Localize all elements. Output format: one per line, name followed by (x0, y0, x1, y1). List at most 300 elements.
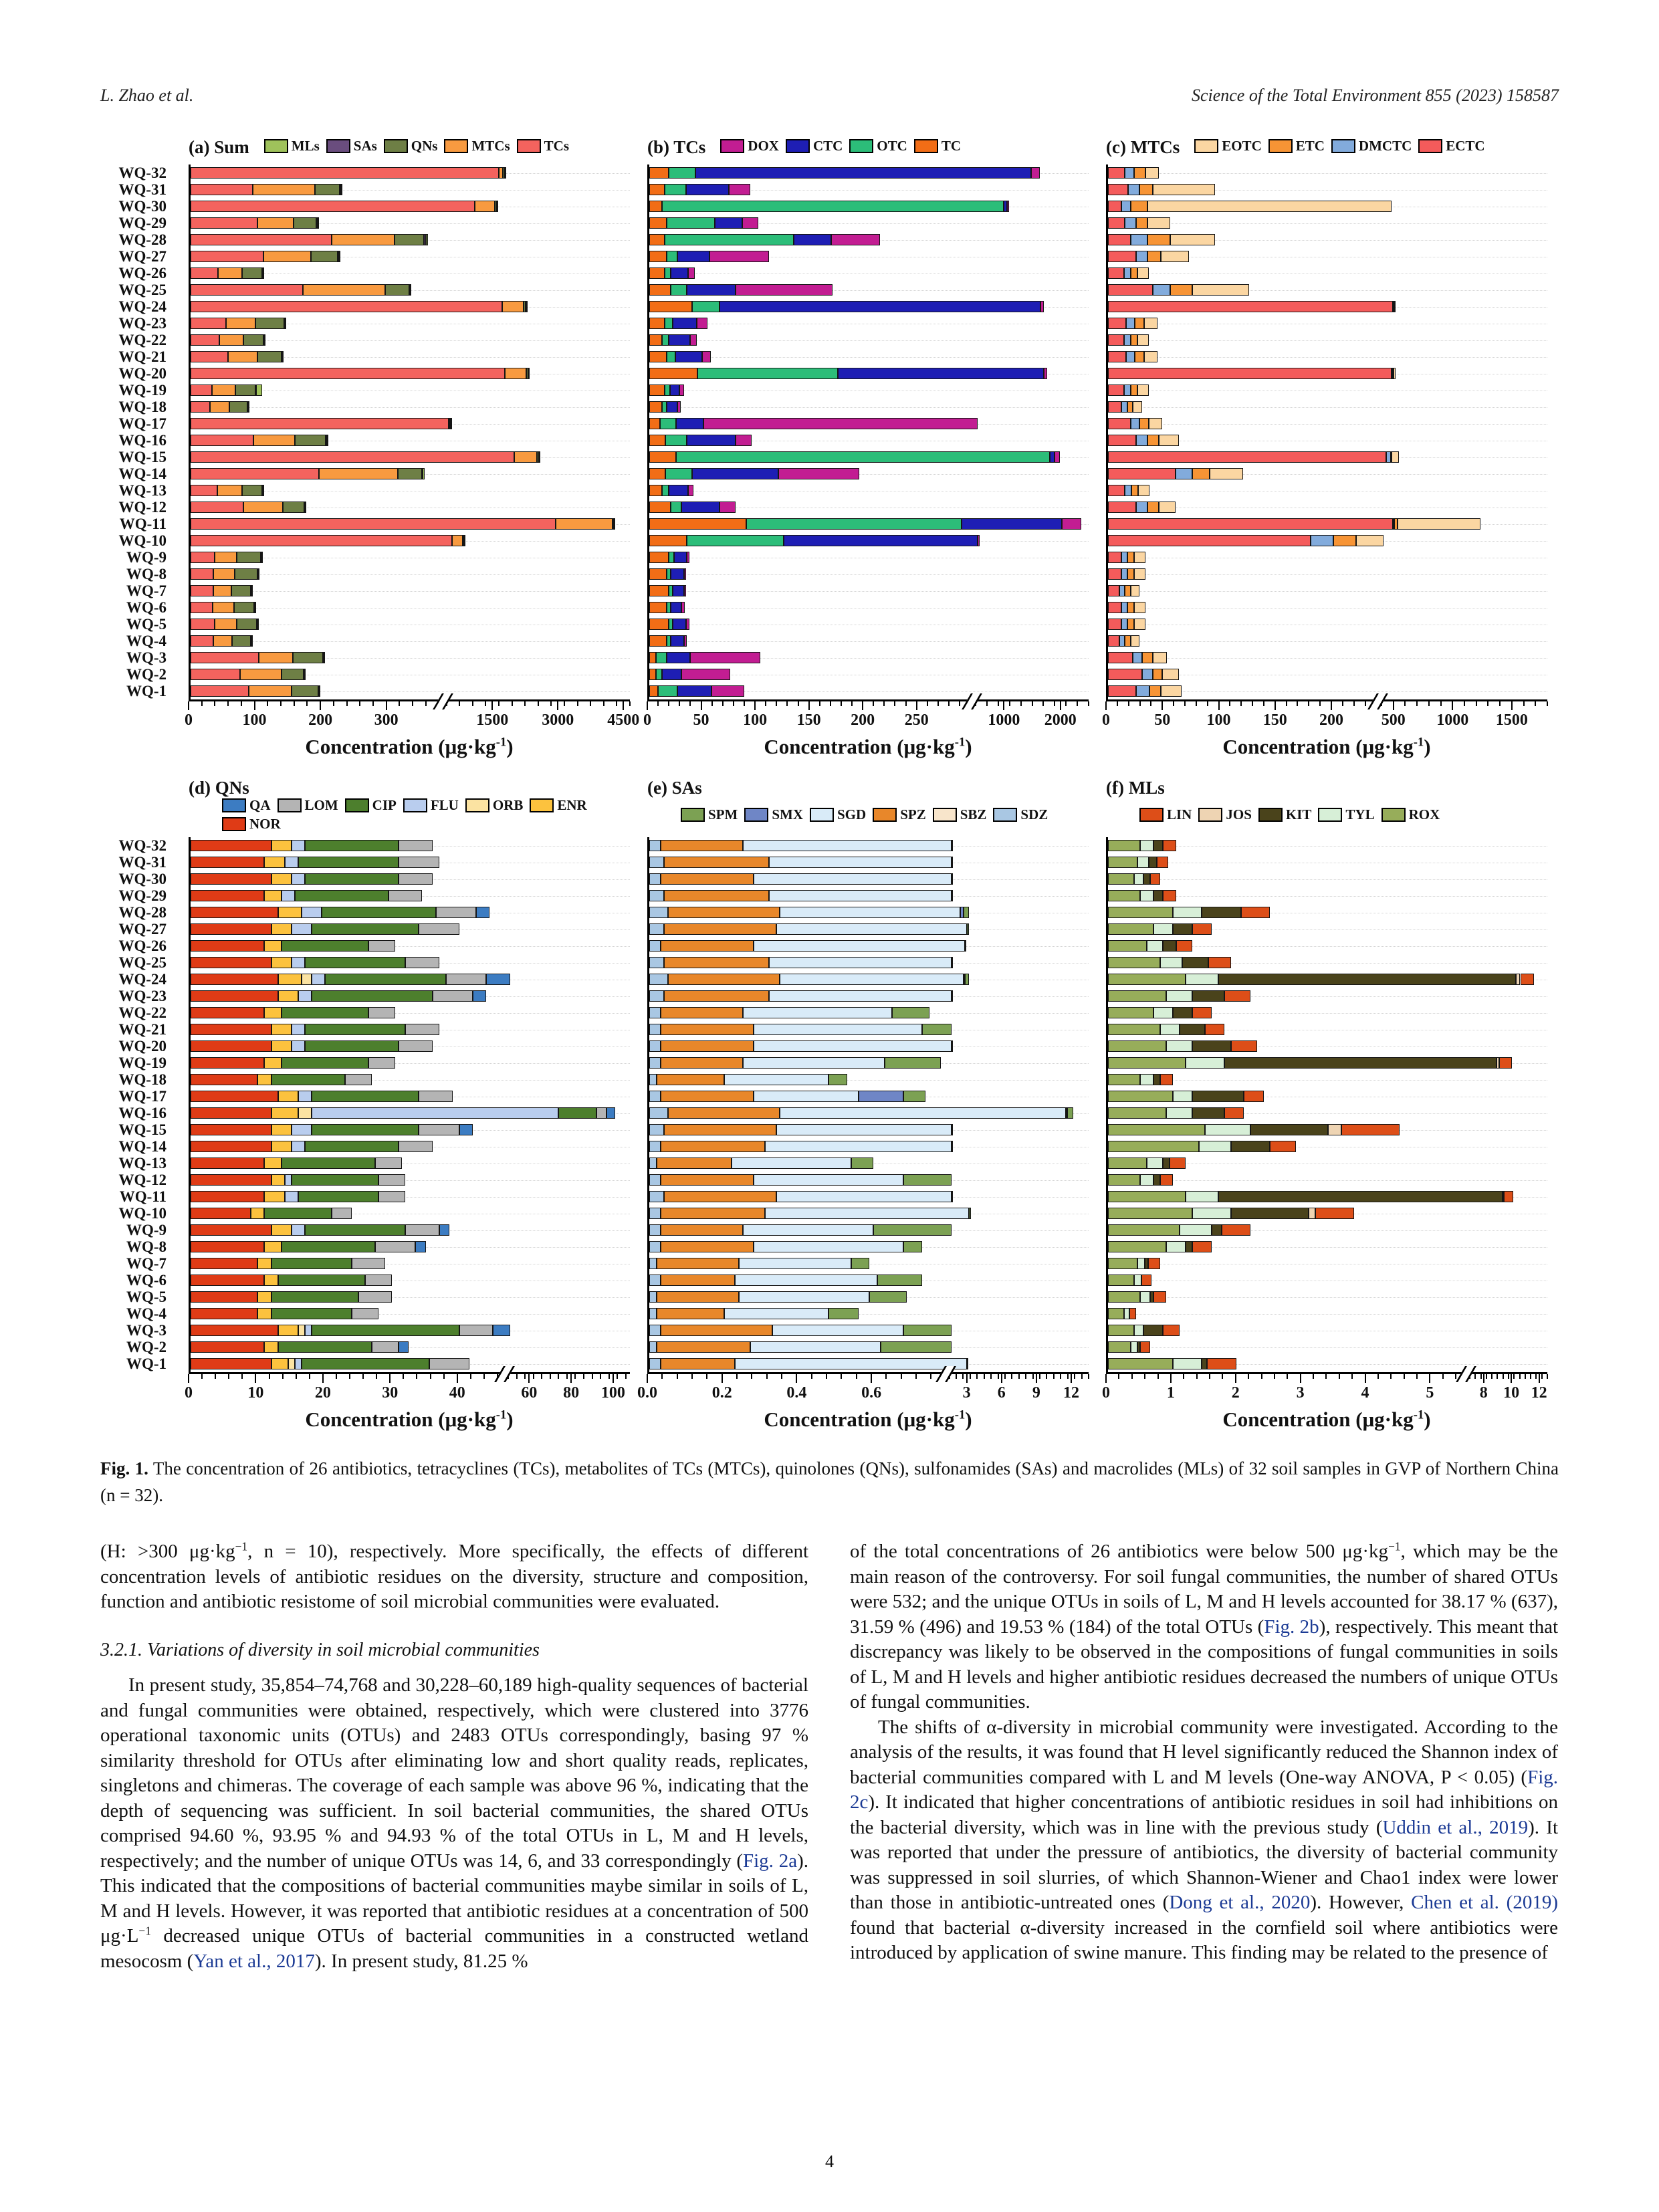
bar-segment-SPM (922, 1024, 952, 1035)
bar-segment-ENR (264, 940, 281, 952)
bar-segment-SPZ (657, 1341, 750, 1353)
bar-segment-TYL (1160, 957, 1183, 968)
bar-segment-CTC (667, 401, 677, 413)
bar-segment-OTC (669, 167, 695, 179)
bar-segment-ECTC (1108, 217, 1125, 229)
legend-swatch-FLU (403, 798, 427, 812)
bar-segment-ECTC (1108, 351, 1126, 362)
axis-minor-tick (894, 701, 895, 706)
bar-segment-QNs (243, 334, 264, 346)
axis-minor-tick (512, 701, 513, 706)
legend-label: QA (249, 797, 271, 813)
legend-label: EOTC (1222, 138, 1262, 154)
body-text (100, 1539, 1559, 1974)
bar-segment-SPM (881, 1341, 951, 1353)
sample-label: WQ-31 (118, 854, 167, 871)
bar-segment-TYL (1134, 1325, 1144, 1336)
text-run: decreased unique OTUs of bacterial communities in a constructed wetland mesocosm ( (100, 1925, 808, 1972)
citation-link[interactable]: Fig. 2c (850, 1766, 1558, 1813)
bar-segment-CTC (784, 535, 978, 546)
bar-segment-EOTC (1131, 635, 1139, 647)
sample-label: WQ-6 (126, 599, 167, 616)
bar-segment-SGD (754, 1040, 951, 1052)
chart-panel-mls (1102, 773, 1547, 1442)
bar-segment-NOR (191, 1291, 257, 1303)
bar-segment-CTC (677, 685, 712, 697)
axis-tick (1452, 701, 1453, 710)
axis-minor-tick (1196, 701, 1197, 706)
chart-panel-mtcs (1102, 130, 1547, 769)
bar-segment-LOM (345, 1074, 372, 1085)
axis-minor-tick (1067, 1374, 1069, 1379)
row-gridline (191, 407, 630, 408)
bar-segment-NOR (191, 873, 271, 885)
axis-minor-tick (776, 701, 777, 706)
bar-segment-ROX (1108, 1325, 1134, 1336)
axis-minor-tick (228, 1374, 229, 1379)
bar-segment-ROX (1108, 1157, 1147, 1169)
bar-segment-TYL (1199, 1141, 1231, 1152)
bar-segment-LOM (358, 1291, 392, 1303)
axis-minor-tick (603, 701, 604, 706)
bar-segment-KIT (1163, 1157, 1170, 1169)
bar-segment-DMCTC (1119, 585, 1125, 596)
bar-segment-SDZ (649, 923, 664, 935)
bar-segment-EOTC (1144, 318, 1157, 329)
axis-minor-tick (349, 1374, 350, 1379)
sample-label: WQ-23 (118, 988, 167, 1004)
axis-minor-tick (430, 1374, 431, 1379)
axis-minor-tick (1065, 701, 1067, 706)
bar-segment-DMCTC (1136, 502, 1147, 513)
bar-segment-SPM (903, 1174, 952, 1186)
bar-segment-FLU (285, 1174, 292, 1186)
bar-segment-EOTC (1394, 368, 1395, 379)
bar-segment-SGD (776, 923, 967, 935)
legend-label: CIP (372, 797, 397, 813)
bar-segment-ETC (1147, 502, 1159, 513)
axis-tick (255, 1374, 256, 1383)
axis-tick (1001, 1374, 1002, 1383)
bar-segment-SDZ (649, 1341, 657, 1353)
bar-segment-ROX (1108, 923, 1153, 935)
axis-tick (1331, 701, 1332, 710)
axis-minor-tick (830, 701, 831, 706)
bar-segment-CTC (687, 284, 735, 296)
axis-minor-tick (214, 701, 215, 706)
bar-segment-SDZ (649, 840, 661, 851)
axis-minor-tick (905, 701, 907, 706)
bar-segment-SGD (724, 1074, 828, 1085)
bar-segment-MLs (539, 451, 540, 463)
bar-segment-QNs (232, 635, 251, 647)
axis-title-superscript: -1 (495, 1408, 507, 1422)
bar-segment-NOR (191, 1224, 271, 1236)
bar-segment-SDZ (649, 974, 668, 985)
axis-minor-tick (976, 1374, 978, 1379)
sample-label: WQ-26 (118, 265, 167, 282)
bar-segment-SGD (732, 1157, 851, 1169)
axis-minor-tick (336, 1374, 337, 1379)
bar-segment-ROX (1108, 1024, 1160, 1035)
bar-segment-FLU (295, 1358, 302, 1369)
bar-segment-LOM (368, 1057, 395, 1069)
bar-segment-MLs (324, 652, 325, 663)
bar-segment-CTC (675, 351, 702, 362)
bar-segment-ENR (271, 1107, 298, 1119)
axis-minor-tick (1308, 701, 1309, 706)
bar-segment-ECTC (1108, 167, 1125, 179)
bar-segment-TCs (191, 284, 303, 296)
bar-segment-EOTC (1170, 234, 1215, 245)
panel-title-row (647, 773, 1089, 802)
text-run: The shifts of α-diversity in microbial community were investigated. According to the analysis of the results, it was found that H level significantly reduced the Shannon index of bacterial communities compared with L and M levels (One-way ANOVA, P < 0.05) ( (850, 1716, 1558, 1788)
sample-label: WQ-16 (118, 432, 167, 449)
bar-segment-CTC (670, 384, 679, 396)
bar-segment-TC (649, 401, 662, 413)
bar-segment-MLs (319, 685, 320, 697)
axis-minor-tick (883, 701, 885, 706)
bar-segment-ENR (264, 1241, 281, 1252)
bar-segment-NOR (191, 1057, 264, 1069)
bar-segment-DMCTC (1121, 602, 1127, 613)
legend-swatch-ETC (1268, 139, 1293, 153)
bar-segment-EOTC (1137, 384, 1149, 396)
bar-segment-MTCs (240, 669, 282, 680)
bar-segment-EOTC (1161, 251, 1189, 262)
text-run: ), respectively. This meant that discrepancy was likely to be observed in the compositions of fungal communities in soils of L, M and H levels and higher antibiotic residues decreased the numbers of unique OTUs of fungal communities. (850, 1616, 1558, 1712)
bar-segment-MLs (526, 301, 528, 312)
legend-swatch-DMCTC (1331, 139, 1355, 153)
bar-segment-DMCTC (1121, 619, 1127, 630)
bar-segment-KIT (1192, 1040, 1231, 1052)
axis-minor-tick (1365, 701, 1366, 706)
axis-minor-tick (1042, 701, 1044, 706)
bar-segment-SPM (873, 1224, 952, 1236)
axis-minor-tick (524, 701, 526, 706)
bar-segment-CIP (282, 1007, 369, 1018)
bar-segment-DOX (684, 568, 686, 580)
sample-label: WQ-23 (118, 315, 167, 332)
bar-segment-NOR (191, 1174, 271, 1186)
bar-segment-ROX (1108, 1241, 1166, 1252)
citation-link[interactable]: Uddin et al., 2019 (1382, 1816, 1529, 1838)
axis-tick (1036, 1374, 1037, 1383)
bar-segment-QNs (292, 685, 318, 697)
bar-segment-DOX (736, 284, 833, 296)
bar-segment-MTCs (505, 368, 527, 379)
sample-label: WQ-8 (126, 1238, 167, 1255)
bar-segment-KIT (1180, 1024, 1206, 1035)
bar-segment-TYL (1160, 1024, 1180, 1035)
bar-segment-SPZ (668, 907, 780, 918)
bar-segment-SPZ (661, 1241, 754, 1252)
panel-title: (e) SAs (647, 777, 702, 798)
axis-minor-tick (333, 701, 334, 706)
row-gridline (649, 608, 1089, 609)
axis-minor-tick (1131, 1374, 1133, 1379)
axis-minor-tick (538, 701, 539, 706)
bar-segment-LOM (368, 940, 395, 952)
axis-minor-tick (425, 701, 427, 706)
bar-segment-FLU (292, 873, 305, 885)
bar-segment-NOR (191, 1275, 264, 1286)
bar-segment-KIT (1153, 840, 1164, 851)
axis-minor-tick (1440, 701, 1442, 706)
bar-segment-FLU (292, 957, 305, 968)
legend-item (444, 138, 510, 154)
bar-segment-ENR (271, 873, 292, 885)
citation-link[interactable]: Dong et al., 2020 (1169, 1892, 1311, 1913)
bar-segment-NOR (191, 857, 264, 868)
bar-segment-DOX (684, 585, 686, 596)
bar-segment-DMCTC (1133, 652, 1141, 663)
axis-minor-tick (1054, 701, 1055, 706)
legend-swatch-CIP (345, 798, 369, 812)
legend-label: DOX (748, 138, 779, 154)
axis-minor-tick (280, 701, 282, 706)
citation-link[interactable]: Fig. 2a (743, 1850, 798, 1872)
bar-segment-CTC (673, 585, 683, 596)
axis-tick-label: 150 (796, 711, 821, 729)
legend-label: SDZ (1020, 806, 1048, 822)
axis-tick (1060, 701, 1061, 710)
bar-segment-ROX (1108, 1191, 1186, 1202)
bar-segment-KIT (1153, 890, 1164, 901)
bar-segment-QNs (395, 234, 424, 245)
bar-segment-LIN (1157, 857, 1168, 868)
axis-title-text: Concentration (μg·kg (1222, 1408, 1414, 1431)
bar-segment-SGD (743, 840, 952, 851)
bar-segment-LIN (1205, 1024, 1224, 1035)
bar-segment-ROX (1108, 1358, 1173, 1369)
superscript-text: −1 (235, 1539, 248, 1553)
axis-tick-label: 200 (851, 711, 875, 729)
bar-segment-SPZ (657, 1291, 739, 1303)
axis-minor-tick (1416, 701, 1418, 706)
bar-segment-LOM (352, 1258, 385, 1269)
bar-segment-ENR (257, 1074, 271, 1085)
bar-segment-SPZ (657, 1157, 732, 1169)
plot-area (1106, 837, 1547, 1372)
bar-segment-QNs (295, 435, 326, 446)
legend-item (326, 138, 377, 154)
sample-axis-labels (100, 164, 171, 699)
axis-minor-tick (1286, 701, 1287, 706)
bar-segment-TYL (1192, 1208, 1231, 1219)
bar-segment-TC (649, 267, 665, 279)
axis-minor-tick (679, 701, 680, 706)
bar-segment-ENR (278, 1091, 298, 1102)
bar-segment-MTCs (215, 552, 237, 563)
bar-segment-EOTC (1192, 284, 1248, 296)
bar-segment-QNs (311, 251, 337, 262)
bar-segment-CIP (312, 923, 419, 935)
axis-tick-label: 2 (1231, 1384, 1240, 1402)
axis-title-close: ) (1424, 735, 1431, 758)
bar-segment-DOX (697, 318, 707, 329)
axis-title-text: Concentration (μg·kg (1222, 735, 1414, 758)
bar-segment-DMCTC (1126, 318, 1135, 329)
bar-segment-MTCs (332, 234, 395, 245)
bar-segment-TCs (191, 669, 240, 680)
bar-segment-NOR (191, 1341, 264, 1353)
bar-segment-QNs (231, 585, 251, 596)
bar-segment-SPZ (661, 1141, 765, 1152)
axis-tick (862, 701, 863, 710)
bar-segment-TCs (191, 418, 449, 429)
axis-tick-label: 5 (1426, 1384, 1434, 1402)
bar-segment-ECTC (1108, 468, 1176, 479)
plot-area (189, 164, 630, 699)
bar-segment-CTC (962, 518, 1062, 530)
bar-segment-SPZ (657, 1258, 739, 1269)
bar-segment-SPM (952, 957, 953, 968)
bar-segment-TYL (1173, 907, 1202, 918)
bar-segment-SDZ (649, 1291, 657, 1303)
bar-segment-SPM (903, 1241, 922, 1252)
bar-segment-SPZ (664, 1191, 776, 1202)
bar-segment-SPM (903, 1325, 952, 1336)
x-axis (185, 1372, 630, 1442)
axis-minor-tick (811, 1374, 812, 1379)
citation-link[interactable]: Chen et al. (2019) (1411, 1892, 1558, 1913)
text-run: , which may be the main reason of the controversy. For soil fungal communities, the number of shared OTUs were 532; and the unique OTUs in soils of L, M and H levels accounted for 38.17 % (637), 31.59 % (496) and 19.53 % (184) of the total OTUs ( (850, 1541, 1559, 1638)
axis-tick-label: 0 (1102, 711, 1110, 729)
bar-segment-ETC (1147, 251, 1161, 262)
axis-minor-tick (1229, 701, 1230, 706)
bar-segment-DMCTC (1131, 418, 1139, 429)
bar-segment-QNs (229, 401, 247, 413)
bar-segment-TYL (1147, 940, 1163, 952)
legend-item (744, 806, 803, 823)
bar-segment-NOR (191, 1007, 264, 1018)
plot-area (647, 164, 1089, 699)
bar-segment-OTC (665, 234, 794, 245)
bar-segment-LIN (1499, 1057, 1512, 1069)
bar-segment-DOX (742, 217, 758, 229)
axis-minor-tick (1416, 1374, 1418, 1379)
bar-segment-FLU (285, 1191, 298, 1202)
axis-minor-tick (1046, 1374, 1047, 1379)
bar-segment-ECTC (1108, 284, 1153, 296)
row-gridline (191, 591, 630, 592)
axis-minor-tick (1377, 1374, 1379, 1379)
sample-label: WQ-20 (118, 1038, 167, 1055)
bar-segment-MLs (464, 535, 465, 546)
axis-tick-label: 40 (449, 1384, 465, 1402)
bar-segment-LOM (436, 907, 476, 918)
sample-label: WQ-6 (126, 1272, 167, 1289)
figure-1 (100, 130, 1559, 1442)
bar-segment-FLU (292, 1040, 305, 1052)
journal-reference: Science of the Total Environment 855 (2023) 158587 (1191, 86, 1559, 105)
bar-segment-DOX (690, 652, 760, 663)
bar-segment-CTC (671, 267, 688, 279)
bar-segment-SPM (967, 1358, 969, 1369)
sample-label: WQ-9 (126, 1222, 167, 1238)
bar-segment-ETC (1333, 535, 1356, 546)
bar-segment-DOX (778, 468, 859, 479)
legend-label: LIN (1167, 806, 1192, 822)
axis-minor-tick (1487, 701, 1488, 706)
bar-segment-LIN (1208, 957, 1231, 968)
bar-segment-SPZ (668, 1107, 780, 1119)
bar-segment-MLs (263, 267, 264, 279)
legend-swatch-MTCs (444, 139, 468, 153)
bar-segment-DOX (686, 619, 689, 630)
bar-segment-NOR (191, 1208, 251, 1219)
bar-segment-TYL (1131, 1341, 1137, 1353)
bar-segment-MLs (304, 669, 306, 680)
text-run: ). In present study, 81.25 % (314, 1950, 528, 1972)
bar-segment-CIP (305, 1141, 399, 1152)
bar-segment-SGD (754, 1241, 903, 1252)
bar-segment-SPZ (657, 1074, 724, 1085)
axis-tick-label: 12 (1531, 1384, 1547, 1402)
bar-segment-SPZ (664, 890, 768, 901)
x-axis (1102, 699, 1547, 769)
citation-link[interactable]: Yan et al., 2017 (193, 1950, 315, 1972)
bar-segment-TYL (1124, 1308, 1129, 1319)
bar-segment-SPM (952, 857, 953, 868)
bar-segment-MTCs (452, 535, 463, 546)
citation-link[interactable]: Fig. 2b (1264, 1616, 1319, 1638)
axis-tick (389, 1374, 391, 1383)
axis-minor-tick (819, 701, 820, 706)
bar-segment-NOR (191, 1191, 264, 1202)
bar-segment-ENR (271, 1141, 292, 1152)
axis-minor-tick (215, 1374, 216, 1379)
axis-minor-tick (403, 1374, 404, 1379)
legend-swatch-EOTC (1194, 139, 1218, 153)
bar-segment-TCs (191, 234, 332, 245)
legend-swatch-DOX (720, 139, 744, 153)
bar-segment-DOX (681, 669, 730, 680)
bar-segment-ENR (264, 1191, 284, 1202)
bar-segment-QA (399, 1341, 409, 1353)
bar-segment-TCs (191, 485, 217, 496)
axis-minor-tick (267, 701, 268, 706)
legend-swatch-OTC (849, 139, 873, 153)
bar-segment-SPZ (664, 957, 768, 968)
axis-minor-tick (1183, 1374, 1184, 1379)
bar-segment-ROX (1108, 1057, 1186, 1069)
bar-segment-EOTC (1147, 217, 1170, 229)
bar-segment-MTCs (213, 585, 232, 596)
bar-segment-LIN (1163, 890, 1176, 901)
bar-segment-ECTC (1108, 451, 1386, 463)
axis-title-close: ) (506, 735, 514, 758)
axis-minor-tick (1252, 701, 1253, 706)
legend-label: SPZ (900, 806, 926, 822)
bar-segment-MLs (426, 234, 428, 245)
sample-label: WQ-29 (118, 215, 167, 231)
bar-segment-TYL (1140, 840, 1153, 851)
bar-segment-QNs (257, 351, 282, 362)
bar-segment-LIN (1150, 873, 1160, 885)
bar-segment-TC (649, 652, 656, 663)
axis-tick-label: 9 (1032, 1384, 1040, 1402)
sample-label: WQ-4 (126, 633, 167, 649)
bar-segment-TC (649, 635, 667, 647)
bar-segment-SDZ (649, 1107, 668, 1119)
bar-segment-TCs (191, 552, 215, 563)
axis-tick (808, 701, 810, 710)
bar-segment-LOM (399, 873, 432, 885)
bar-segment-SGD (765, 1141, 951, 1152)
bar-segment-SPM (885, 1057, 941, 1069)
